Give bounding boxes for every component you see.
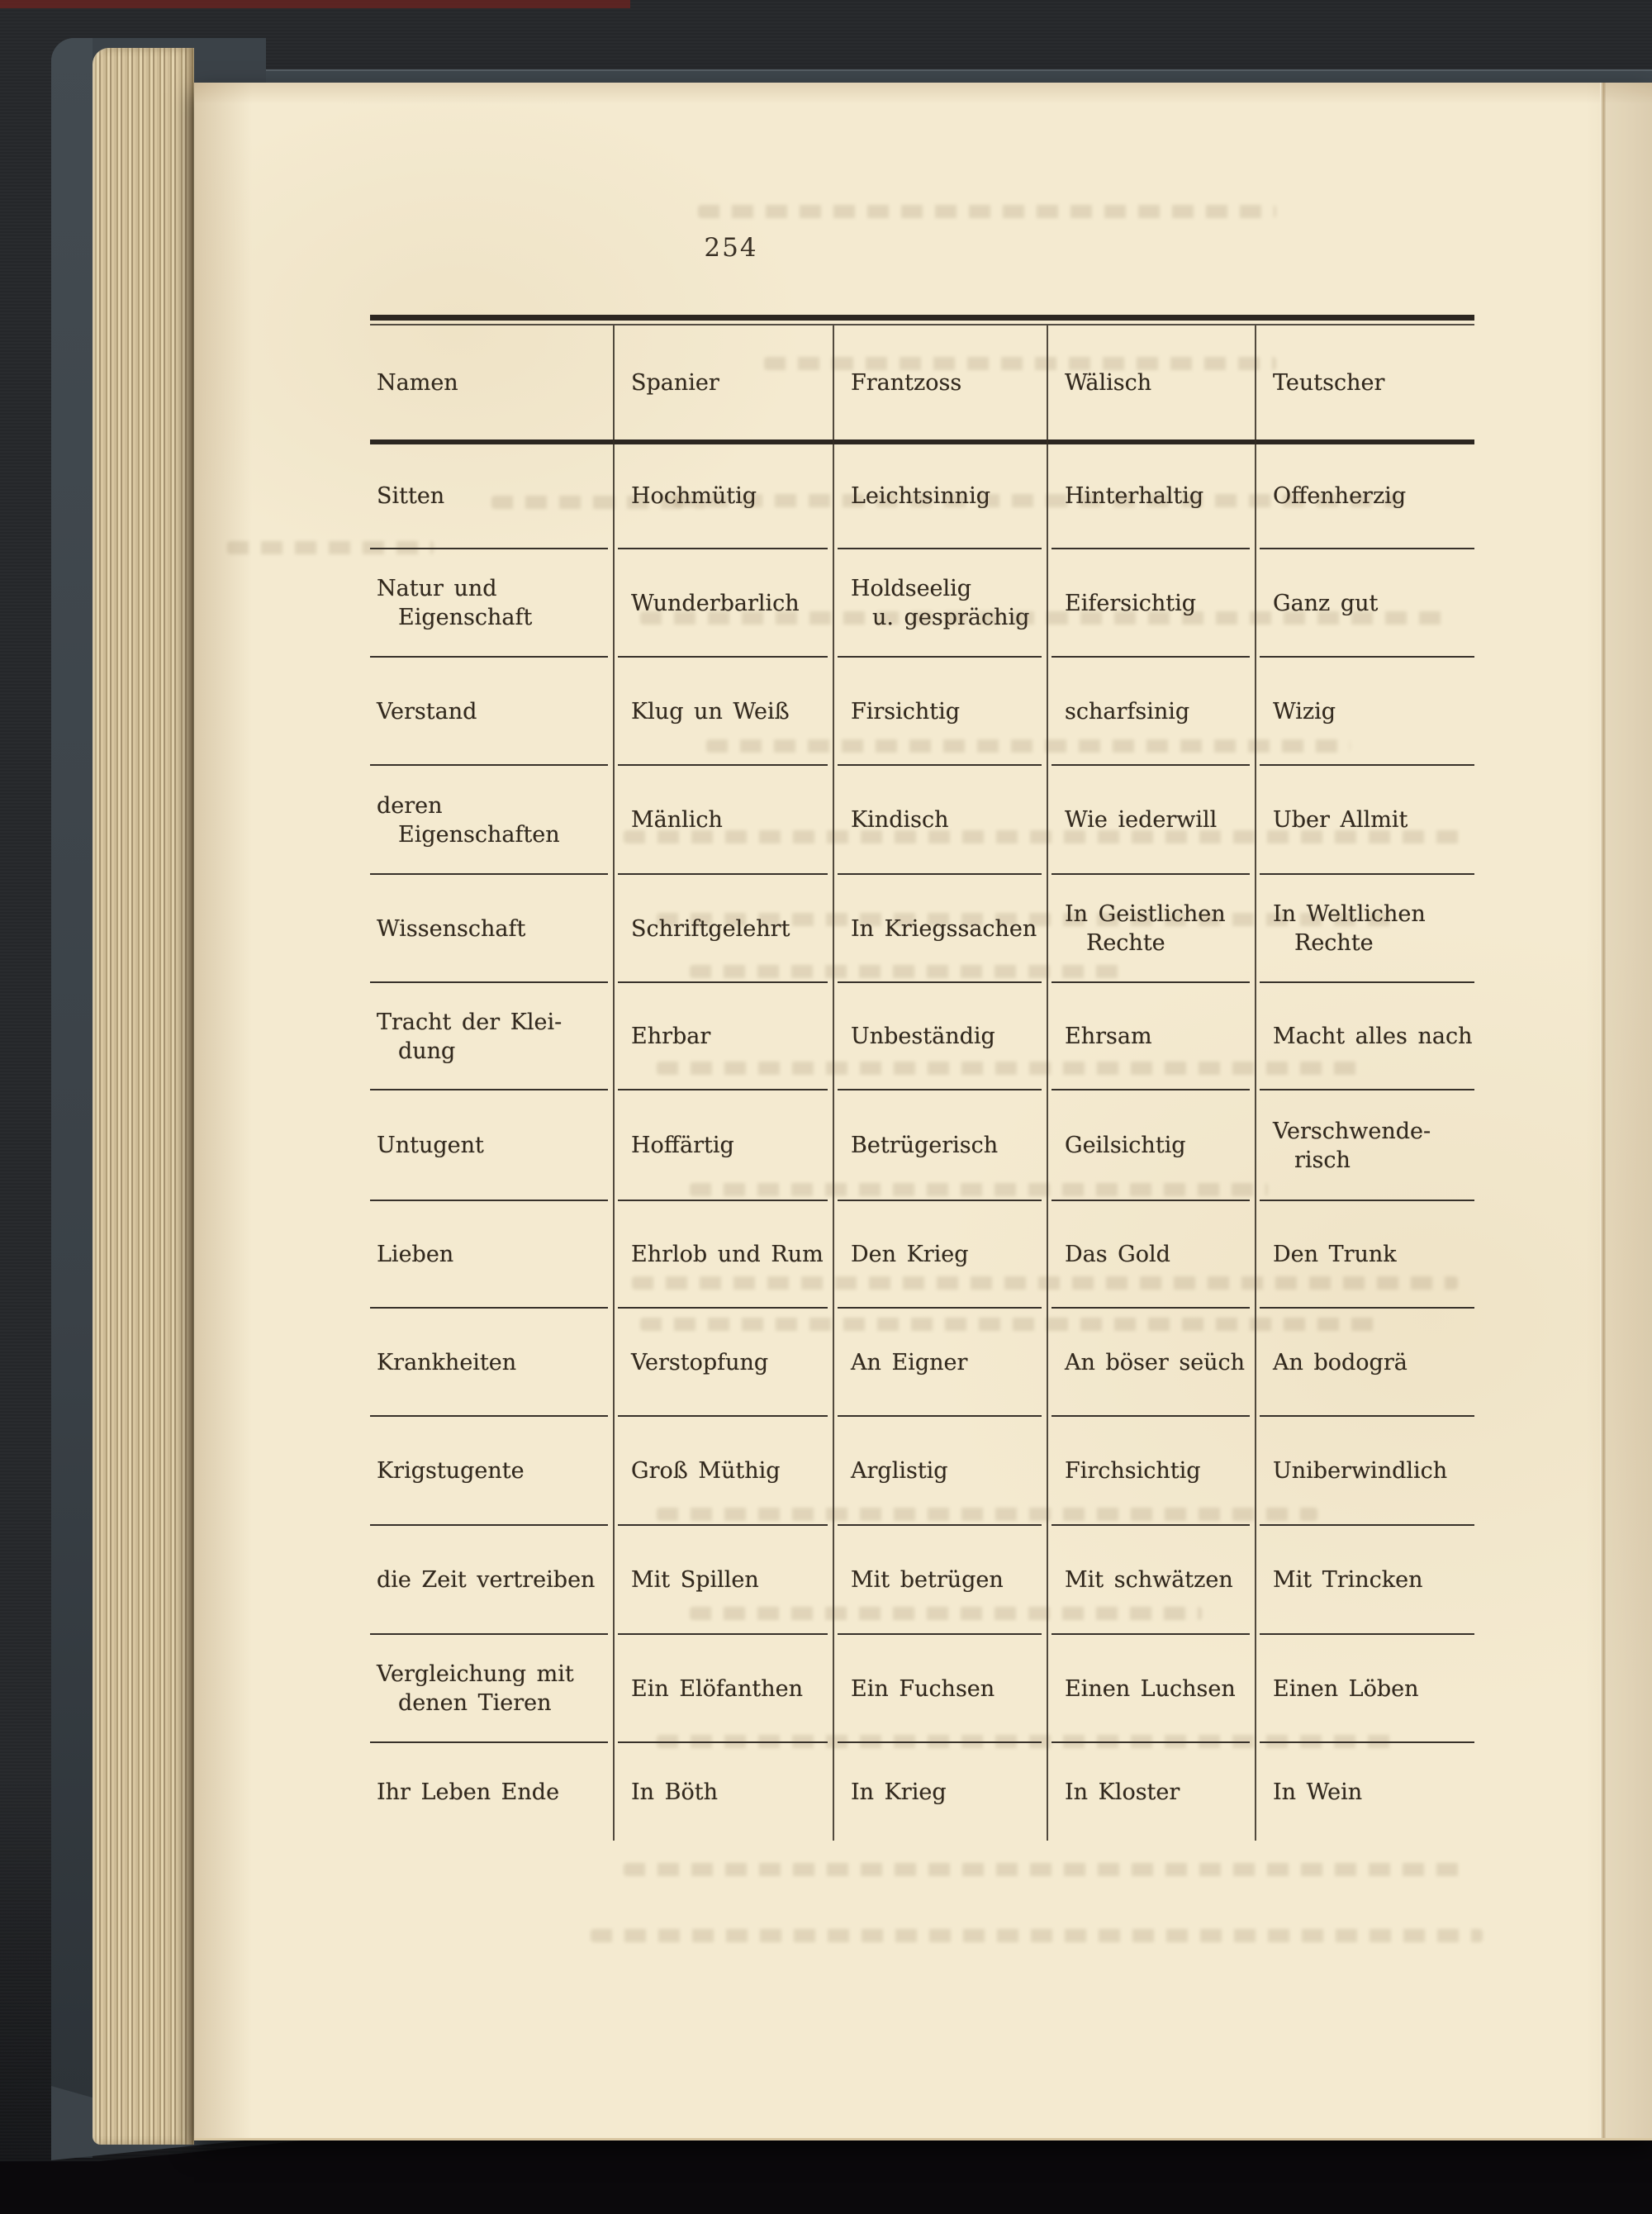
table-row	[370, 876, 1474, 981]
table-cell: Kindisch	[851, 807, 949, 833]
row-label: Ihr Leben Ende	[377, 1779, 560, 1805]
table-cell: Das Gold	[1065, 1242, 1170, 1267]
header-cell: Teutscher	[1273, 369, 1385, 396]
row-label: die Zeit vertreiben	[377, 1567, 596, 1593]
row-label: Krigstugente	[377, 1458, 525, 1484]
table-cell: Unbeständig	[851, 1024, 995, 1049]
table-cell: Leichtsinnig	[851, 483, 991, 509]
table-cell: In Böth	[631, 1779, 718, 1805]
row-label: Tracht der Klei- dung	[377, 1009, 563, 1064]
table-row	[370, 1202, 1474, 1307]
table-cell: Offenherzig	[1273, 483, 1407, 509]
table-cell: Ehrbar	[631, 1024, 711, 1049]
table-cell: Mit Spillen	[631, 1567, 759, 1593]
row-label: Verstand	[377, 698, 477, 725]
ghost-text-line	[591, 1929, 1483, 1942]
header-cell: Spanier	[631, 369, 719, 396]
table-cell: Macht alles nach	[1273, 1024, 1473, 1049]
row-label: Wissenschaft	[377, 915, 526, 942]
table-row	[370, 1636, 1474, 1741]
table-cell: Hinterhaltig	[1065, 483, 1204, 509]
table-cell: In Wein	[1273, 1779, 1363, 1805]
table-cell: Uniberwindlich	[1273, 1458, 1448, 1484]
table-cell: In Kriegssachen	[851, 915, 1037, 942]
column-divider	[1047, 325, 1048, 1841]
table-cell: scharfsinig	[1065, 698, 1190, 725]
table-cell: An böser seüch	[1065, 1349, 1246, 1375]
ghost-text-line	[698, 205, 1276, 218]
book-cover-spine	[51, 38, 93, 2158]
table-cell: Den Krieg	[851, 1242, 969, 1267]
page-fold-crease	[1600, 83, 1606, 2138]
column-divider	[1255, 325, 1256, 1841]
table-row	[370, 444, 1474, 548]
table-cell: Einen Luchsen	[1065, 1675, 1236, 1702]
top-red-strip	[0, 0, 630, 8]
page-edge-stack	[93, 48, 194, 2145]
comparison-table	[370, 315, 1474, 1841]
table-cell: Wunderbarlich	[631, 590, 800, 616]
table-row	[370, 984, 1474, 1089]
table-cell: Ein Fuchsen	[851, 1675, 995, 1702]
table-row	[370, 1418, 1474, 1524]
table-row	[370, 550, 1474, 656]
table-row	[370, 1091, 1474, 1200]
table-top-rule	[370, 315, 1474, 321]
table-cell: In Kloster	[1065, 1779, 1180, 1805]
table-cell: Uber Allmit	[1273, 807, 1408, 833]
table-cell: In Weltlichen Rechte	[1273, 901, 1426, 956]
table-cell: An Eigner	[851, 1349, 968, 1375]
table-cell: An bodogrä	[1273, 1349, 1408, 1375]
table-cell: Verstopfung	[631, 1349, 769, 1375]
page-number: 254	[704, 233, 758, 263]
table-cell: Ehrlob und Rum	[631, 1242, 824, 1267]
table-cell: Ehrsam	[1065, 1024, 1152, 1049]
table-row	[370, 1309, 1474, 1415]
row-label: Vergleichung mit denen Tieren	[377, 1661, 574, 1716]
table-cell: Einen Löben	[1273, 1675, 1419, 1702]
table-cell: Firchsichtig	[1065, 1458, 1201, 1484]
table-cell: Hoffärtig	[631, 1133, 734, 1158]
table-cell: Ganz gut	[1273, 590, 1379, 616]
table-cell: Hochmütig	[631, 483, 757, 509]
page-fold-shadow	[1606, 83, 1652, 2138]
table-row	[370, 1744, 1474, 1841]
table-cell: In Geistlichen Rechte	[1065, 901, 1226, 956]
header-cell: Frantzoss	[851, 369, 962, 396]
column-divider	[613, 325, 615, 1841]
table-row	[370, 1527, 1474, 1633]
table-cell: Arglistig	[851, 1458, 948, 1484]
table-cell: Firsichtig	[851, 698, 961, 725]
table-header-row	[370, 325, 1474, 439]
table-cell: Holdseelig u. gesprächig	[851, 576, 1030, 630]
table-cell: Groß Müthig	[631, 1458, 781, 1484]
table-cell: Verschwende- risch	[1273, 1118, 1431, 1173]
row-label: deren Eigenschaften	[377, 792, 560, 848]
header-cell: Namen	[377, 369, 458, 396]
table-cell: Betrügerisch	[851, 1133, 999, 1158]
row-label: Krankheiten	[377, 1349, 517, 1375]
table-row	[370, 767, 1474, 873]
row-label: Natur und Eigenschaft	[377, 576, 533, 630]
table-cell: Mit schwätzen	[1065, 1567, 1233, 1593]
table-cell: Klug un Weiß	[631, 698, 790, 725]
book-page	[194, 83, 1652, 2140]
ghost-text-line	[624, 1863, 1466, 1876]
table-cell: Ein Elöfanthen	[631, 1675, 804, 1702]
table-cell: In Krieg	[851, 1779, 947, 1805]
table-cell: Mit Trincken	[1273, 1567, 1423, 1593]
header-cell: Wälisch	[1065, 369, 1152, 396]
table-cell: Schriftgelehrt	[631, 915, 790, 942]
table-cell: Mit betrügen	[851, 1567, 1004, 1593]
table-cell: Wizig	[1273, 698, 1336, 725]
row-label: Lieben	[377, 1242, 454, 1267]
table-cell: Eifersichtig	[1065, 590, 1196, 616]
column-divider	[833, 325, 834, 1841]
table-cell: Den Trunk	[1273, 1242, 1397, 1267]
table-cell: Geilsichtig	[1065, 1133, 1186, 1158]
row-label: Sitten	[377, 483, 445, 509]
row-label: Untugent	[377, 1133, 484, 1158]
table-cell: Wie iederwill	[1065, 807, 1218, 833]
table-row	[370, 658, 1474, 764]
table-cell: Mänlich	[631, 807, 723, 833]
